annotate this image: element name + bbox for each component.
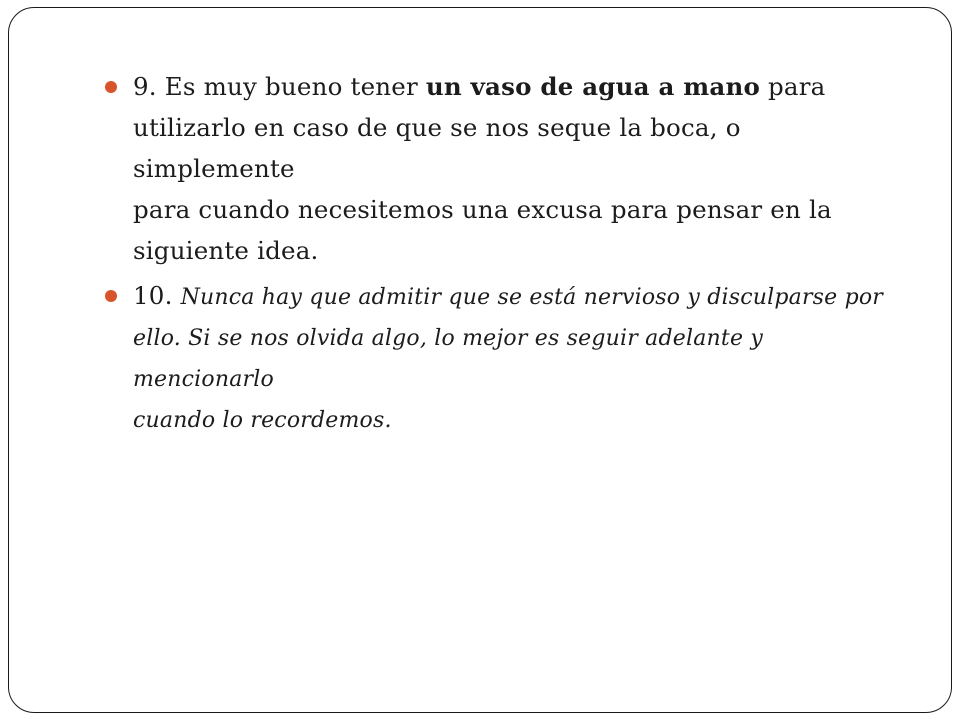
bullet-dot-icon (105, 81, 117, 93)
bullet-9-line-1 (133, 66, 905, 107)
bullet-9-text-start: 9. Es muy bueno tener (133, 72, 426, 101)
bullet-10-line-1 (133, 275, 905, 318)
bullet-dot-icon (105, 290, 117, 302)
bullet-10-italic-text: Nunca hay que admitir que se está nervioso y disculparse por (180, 285, 884, 310)
bullet-9-bold-phrase: un vaso de agua a mano (425, 72, 761, 101)
bullet-9-line-4: siguiente idea. (133, 236, 319, 265)
bullet-9-text-end: para (760, 72, 826, 101)
bullet-10-number: 10. (133, 281, 181, 310)
bullet-9-line-2: utilizarlo en caso de que se nos seque la boca, o simplemente (133, 113, 741, 183)
bullet-10-line-2: ello. Si se nos olvida algo, lo mejor es seguir adelante y mencionarlo (133, 326, 764, 392)
bullet-item-9 (105, 66, 905, 271)
bullet-item-10 (105, 275, 905, 441)
bullet-9-line-3: para cuando necesitemos una excusa para pensar en la (133, 195, 832, 224)
bullet-list (105, 66, 905, 441)
bullet-10-line-3: cuando lo recordemos. (133, 408, 392, 433)
